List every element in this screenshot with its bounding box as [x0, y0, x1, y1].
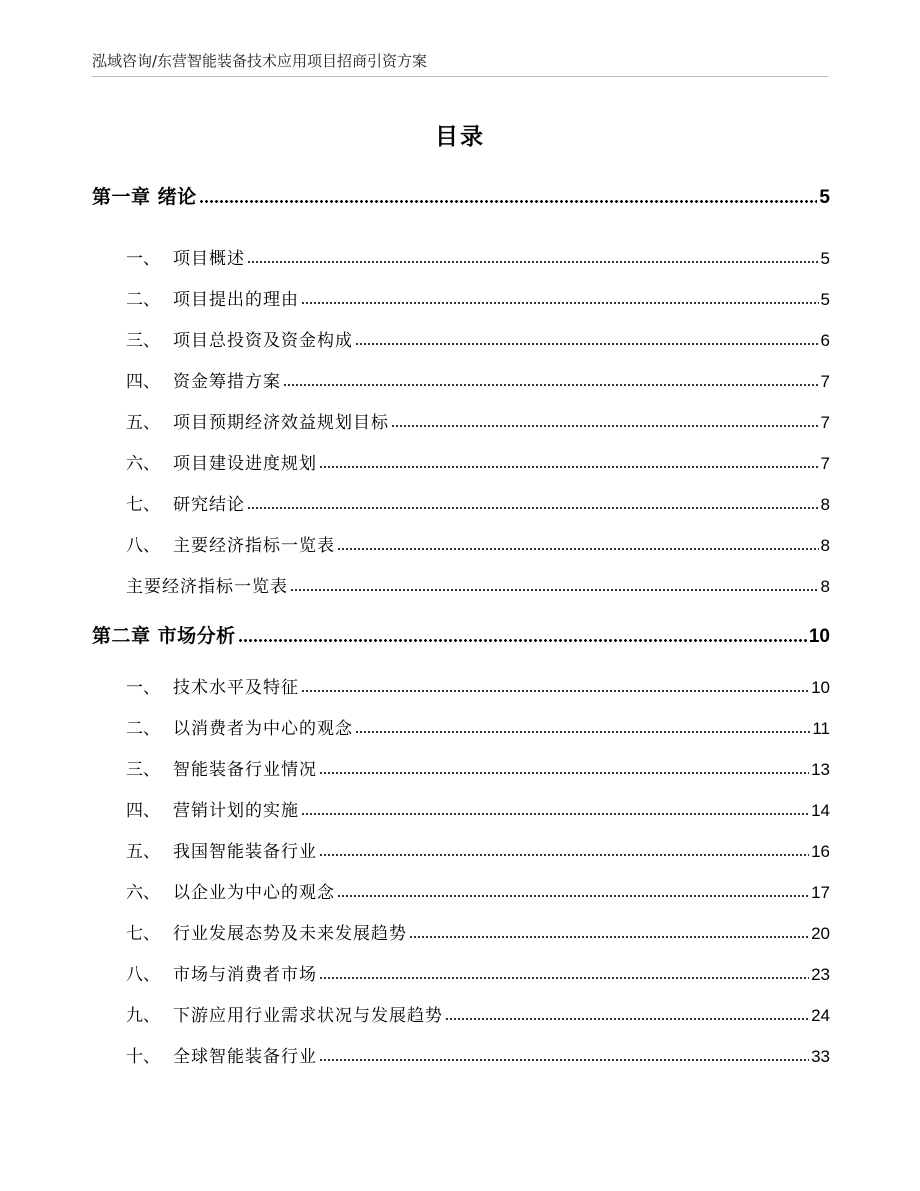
toc-section-entry[interactable]	[126, 285, 830, 311]
toc-entry-title: 技术水平及特征	[173, 678, 299, 698]
toc-section-entry[interactable]	[126, 919, 830, 945]
dot-leader	[409, 935, 809, 939]
toc-page-number: 10	[808, 626, 830, 647]
toc-entry-title: 第一章 绪论	[92, 186, 197, 208]
dot-leader	[283, 383, 819, 387]
dot-leader	[301, 812, 809, 816]
toc-chapter-entry[interactable]	[92, 621, 830, 649]
toc-page-number: 16	[811, 842, 830, 861]
dot-leader	[391, 424, 819, 428]
toc-entry-title: 项目建设进度规划	[173, 454, 317, 474]
toc-entry-title: 营销计划的实施	[173, 801, 299, 821]
toc-page-number: 14	[811, 801, 830, 820]
toc-section-entry[interactable]	[126, 796, 830, 822]
toc-entry-number: 三、	[126, 331, 160, 351]
toc-entry-title: 行业发展态势及未来发展趋势	[173, 924, 407, 944]
dot-leader	[301, 689, 809, 693]
toc-page-number: 10	[811, 678, 830, 697]
toc-entry-title: 主要经济指标一览表	[173, 536, 335, 556]
toc-page-number: 17	[811, 883, 830, 902]
toc-section-entry[interactable]	[126, 531, 830, 557]
toc-page-number: 5	[820, 290, 830, 309]
toc-section-entry[interactable]	[126, 673, 830, 699]
toc-page-number: 8	[820, 536, 830, 555]
toc-page-number: 8	[820, 495, 830, 514]
toc-entry-number: 七、	[126, 924, 160, 944]
toc-entry-number: 四、	[126, 372, 160, 392]
toc-section-entry[interactable]	[126, 244, 830, 270]
toc-page-number: 23	[811, 965, 830, 984]
toc-section-entry[interactable]	[126, 1042, 830, 1068]
toc-entry-number: 八、	[126, 536, 160, 556]
dot-leader	[199, 199, 818, 204]
toc-entry-number: 二、	[126, 719, 160, 739]
dot-leader	[337, 894, 809, 898]
toc-section-entry[interactable]	[126, 755, 830, 781]
toc-entry-title: 项目提出的理由	[173, 290, 299, 310]
toc-page-number: 6	[820, 331, 830, 350]
toc-entry-title: 下游应用行业需求状况与发展趋势	[173, 1006, 443, 1026]
toc-entry-title: 资金筹措方案	[173, 372, 281, 392]
toc-title: 目录	[435, 124, 485, 150]
toc-entry-title: 智能装备行业情况	[173, 760, 317, 780]
toc-page-number: 7	[820, 454, 830, 473]
toc-page-number: 11	[812, 719, 830, 738]
toc-page-number: 7	[820, 372, 830, 391]
toc-entry-number: 六、	[126, 454, 160, 474]
dot-leader	[319, 771, 809, 775]
toc-page-number: 13	[811, 760, 830, 779]
toc-entry-number: 十、	[126, 1047, 160, 1067]
header-divider	[92, 76, 828, 77]
toc-section-entry[interactable]	[126, 367, 830, 393]
toc-page-number: 5	[820, 249, 830, 268]
dot-leader	[290, 588, 819, 592]
toc-section-entry[interactable]	[126, 878, 830, 904]
toc-entry-number: 二、	[126, 290, 160, 310]
dot-leader	[238, 638, 807, 643]
toc-section-entry[interactable]	[126, 449, 830, 475]
toc-section-entry[interactable]	[126, 326, 830, 352]
toc-entry-title: 第二章 市场分析	[92, 625, 236, 647]
toc-entry-number: 八、	[126, 965, 160, 985]
toc-entry-title: 项目总投资及资金构成	[173, 331, 353, 351]
dot-leader	[247, 260, 819, 264]
toc-section-entry[interactable]	[126, 490, 830, 516]
toc-chapter-entry[interactable]	[92, 182, 830, 210]
toc-section-entry[interactable]	[126, 837, 830, 863]
dot-leader	[337, 547, 819, 551]
toc-section-entry[interactable]	[126, 1001, 830, 1027]
toc-entry-number: 九、	[126, 1006, 160, 1026]
toc-entry-title: 主要经济指标一览表	[126, 577, 288, 597]
toc-section-entry[interactable]	[126, 408, 830, 434]
toc-entry-number: 七、	[126, 495, 160, 515]
toc-entry-number: 六、	[126, 883, 160, 903]
dot-leader	[445, 1017, 809, 1021]
toc-entry-title: 市场与消费者市场	[173, 965, 317, 985]
toc-section-entry[interactable]	[126, 714, 830, 740]
dot-leader	[247, 506, 819, 510]
running-header: 泓域咨询/东营智能装备技术应用项目招商引资方案	[92, 52, 428, 70]
toc-page-number: 7	[820, 413, 830, 432]
toc-entry-title: 全球智能装备行业	[173, 1047, 317, 1067]
toc-entry-title: 研究结论	[173, 495, 245, 515]
toc-entry-title: 以企业为中心的观念	[173, 883, 335, 903]
toc-page-number: 20	[811, 924, 830, 943]
dot-leader	[301, 301, 819, 305]
toc-page-number: 8	[820, 577, 830, 596]
toc-entry-number: 四、	[126, 801, 160, 821]
toc-page-number: 5	[819, 187, 830, 208]
dot-leader	[319, 976, 809, 980]
toc-entry-number: 五、	[126, 413, 160, 433]
dot-leader	[319, 1058, 809, 1062]
toc-section-entry[interactable]	[126, 960, 830, 986]
toc-entry-number: 三、	[126, 760, 160, 780]
toc-entry-number: 一、	[126, 678, 160, 698]
dot-leader	[319, 465, 819, 469]
toc-page-number: 33	[811, 1047, 830, 1066]
toc-entry-title: 项目概述	[173, 249, 245, 269]
toc-section-entry[interactable]	[126, 572, 830, 598]
toc-entry-title: 以消费者为中心的观念	[173, 719, 353, 739]
toc-entry-number: 一、	[126, 249, 160, 269]
dot-leader	[355, 730, 810, 734]
dot-leader	[319, 853, 809, 857]
toc-entry-title: 项目预期经济效益规划目标	[173, 413, 389, 433]
dot-leader	[355, 342, 819, 346]
toc-entry-title: 我国智能装备行业	[173, 842, 317, 862]
toc-page-number: 24	[811, 1006, 830, 1025]
toc-entry-number: 五、	[126, 842, 160, 862]
